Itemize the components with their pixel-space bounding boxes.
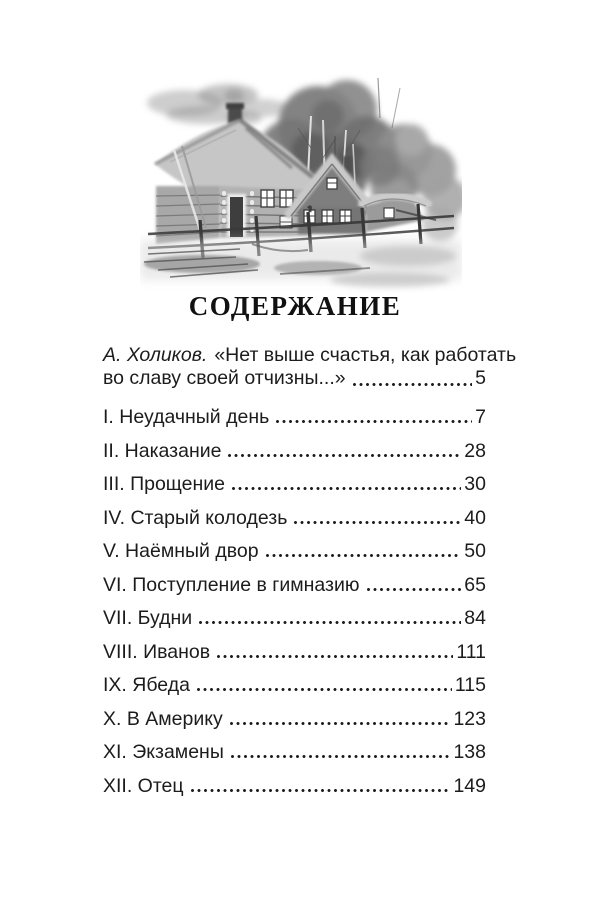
chapter-title: IX. Ябеда (103, 674, 190, 696)
dot-leader (199, 621, 461, 624)
page-number: 40 (464, 506, 486, 529)
toc-entry-foreword (103, 344, 517, 390)
page-number: 84 (464, 607, 486, 629)
toc-entry-12 (103, 776, 486, 796)
chapter-title: V. Наёмный двор (103, 540, 259, 562)
toc-entry-1 (103, 407, 486, 427)
toc-entry-2 (103, 441, 486, 461)
dot-leader (228, 454, 461, 457)
toc-entry-5 (103, 541, 486, 561)
toc-entry-7 (103, 608, 486, 628)
foreword-author: А. Холиков. (103, 344, 208, 366)
chapter-title: III. Прощение (103, 473, 225, 495)
chapter-title: I. Неудачный день (103, 406, 270, 428)
ground (140, 240, 462, 287)
toc-entry-10 (103, 709, 486, 729)
foreword-title-end: во славу своей отчизны...» (103, 367, 346, 389)
page-number: 5 (475, 367, 486, 389)
foreword-line-1 (103, 344, 517, 367)
page-number: 30 (464, 473, 486, 495)
toc-entry-11 (103, 742, 486, 762)
smoke-cloud (147, 84, 289, 125)
chapter-title: VII. Будни (103, 607, 193, 629)
toc-entry-4 (103, 508, 486, 528)
toc-entry-6 (103, 575, 486, 595)
page-number: 138 (453, 741, 486, 763)
page-number: 65 (464, 573, 486, 596)
dot-leader (231, 755, 451, 758)
dot-leader (353, 383, 473, 386)
chapter-title: IV. Старый колодезь (103, 506, 288, 529)
page-number: 28 (464, 439, 486, 462)
dot-leader (294, 521, 461, 524)
village-illustration (140, 58, 462, 296)
chapter-title: XI. Экзамены (103, 741, 224, 763)
chapter-title: VI. Поступление в гимназию (103, 573, 360, 596)
table-of-contents (103, 344, 517, 809)
foreword-line-2 (103, 367, 486, 390)
dot-leader (367, 588, 462, 591)
foreword-title-start: «Нет выше счастья, как работать (214, 344, 517, 366)
page-number: 50 (464, 540, 486, 562)
page-number: 115 (454, 674, 486, 696)
page-number: 123 (453, 707, 486, 730)
chapter-title: VIII. Иванов (103, 640, 211, 663)
toc-entry-3 (103, 474, 486, 494)
toc-entry-9 (103, 675, 486, 695)
dot-leader (217, 655, 453, 658)
page-number: 7 (475, 406, 486, 428)
page-number: 111 (456, 640, 486, 663)
dot-leader (276, 420, 472, 423)
chapter-title: XII. Отец (103, 774, 184, 797)
chapter-title: X. В Америку (103, 707, 223, 730)
village-scene-drawing (140, 58, 462, 296)
toc-entry-8 (103, 642, 486, 662)
dot-leader (191, 789, 451, 792)
page-title: СОДЕРЖАНИЕ (188, 291, 402, 321)
dot-leader (266, 554, 462, 557)
dot-leader (197, 688, 452, 691)
chapter-title: II. Наказание (103, 439, 222, 462)
dot-leader (230, 722, 451, 725)
dot-leader (232, 487, 461, 490)
page-number: 149 (453, 774, 486, 797)
